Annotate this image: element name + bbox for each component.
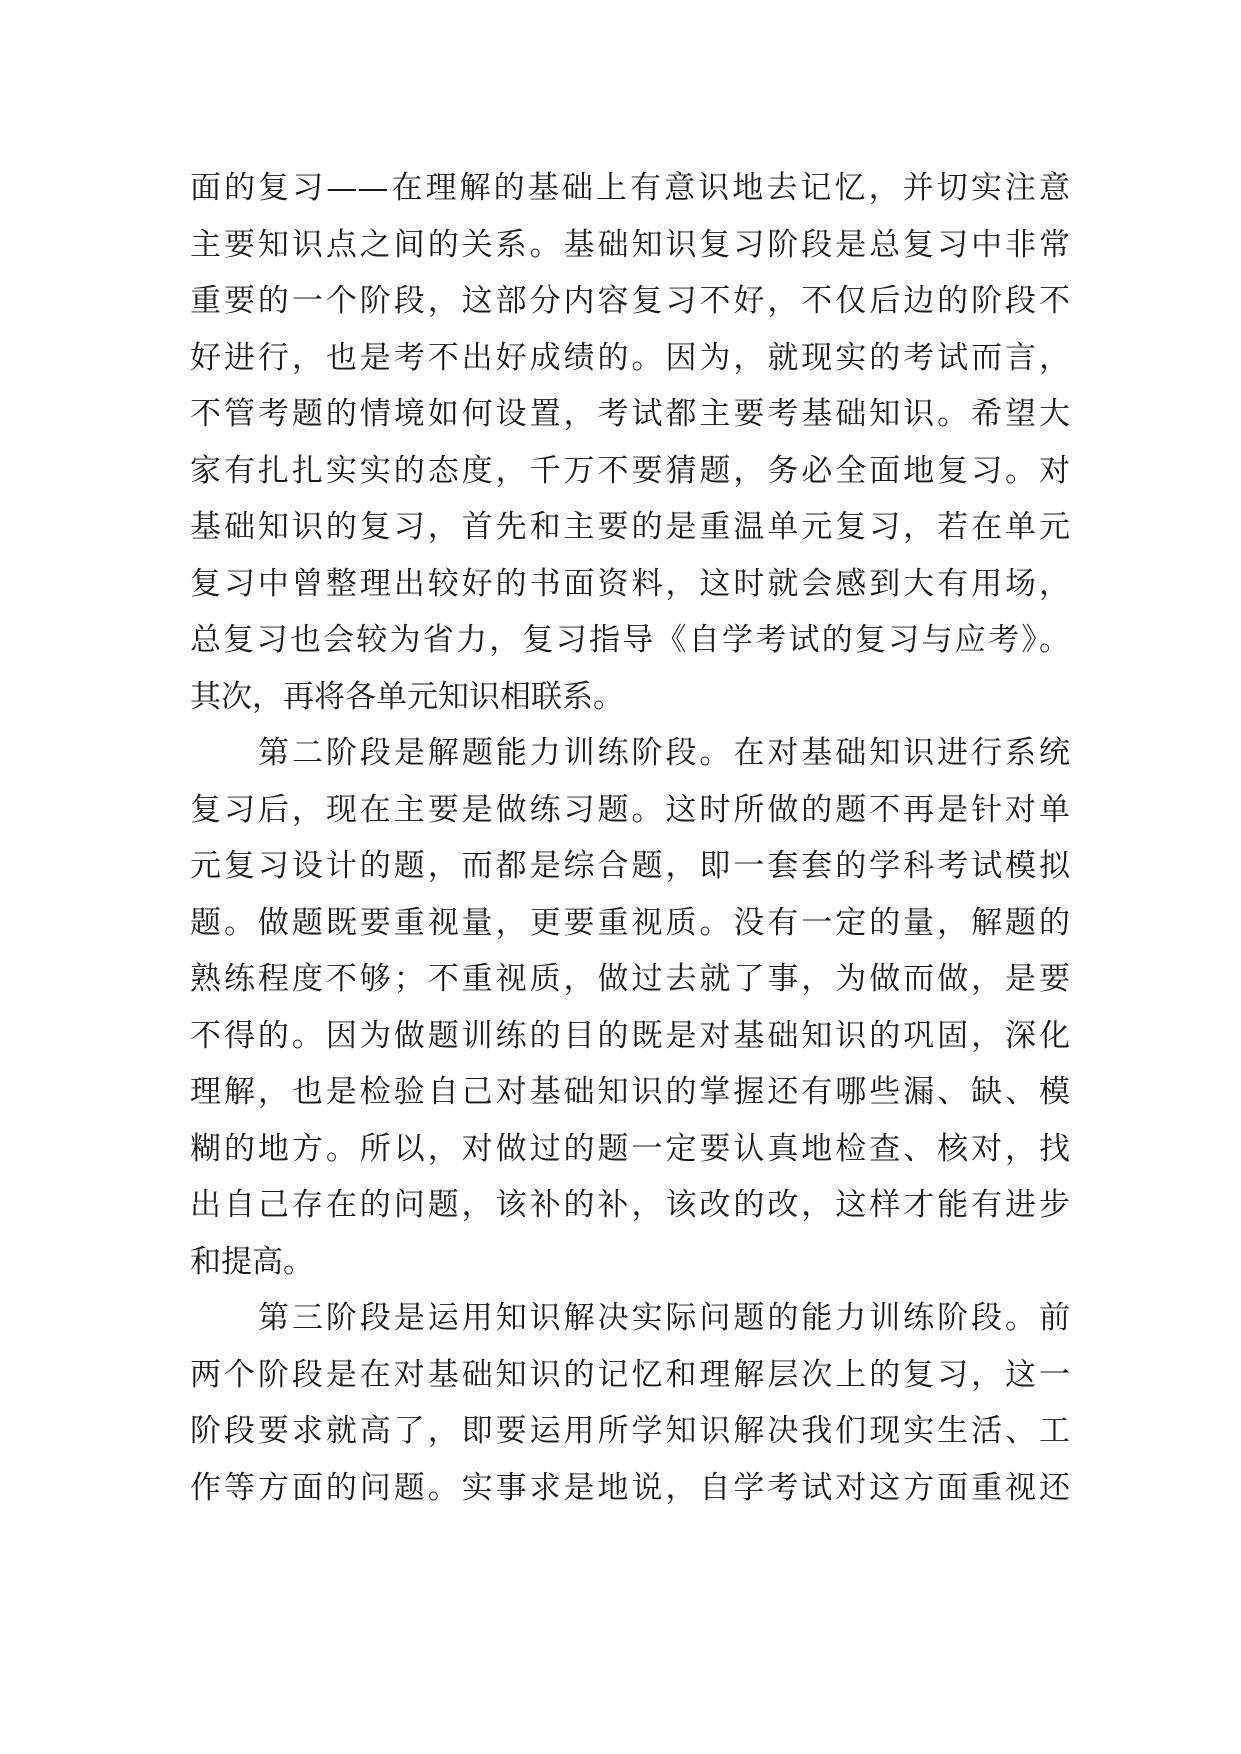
text-line: 基础知识的复习，首先和主要的是重温单元复习，若在单元 <box>190 509 1070 545</box>
text-line: 第三阶段是运用知识解决实际问题的能力训练阶段。前 <box>258 1300 1070 1336</box>
text-line: 阶段要求就高了，即要运用所学知识解决我们现实生活、工 <box>190 1413 1070 1449</box>
paragraph-3 <box>190 1290 1070 1516</box>
text-line: 面的复习——在理解的基础上有意识地去记忆，并切实注意 <box>190 170 1070 206</box>
text-line: 好进行，也是考不出好成绩的。因为，就现实的考试而言， <box>190 339 1070 376</box>
text-line: 重要的一个阶段，这部分内容复习不好，不仅后边的阶段不 <box>190 283 1070 319</box>
text-line: 和提高。 <box>190 1243 314 1280</box>
text-line: 出自己存在的问题，该补的补，该改的改，这样才能有进步 <box>190 1187 1070 1223</box>
text-line: 家有扎扎实实的态度，千万不要猜题，务必全面地复习。对 <box>190 452 1070 489</box>
text-line: 题。做题既要重视量，更要重视质。没有一定的量，解题的 <box>190 904 1070 941</box>
text-line: 作等方面的问题。实事求是地说，自学考试对这方面重视还 <box>190 1469 1070 1506</box>
text-line: 不得的。因为做题训练的目的既是对基础知识的巩固，深化 <box>190 1017 1070 1054</box>
document-body <box>190 160 1070 1516</box>
paragraph-2 <box>190 725 1070 1290</box>
text-line: 元复习设计的题，而都是综合题，即一套套的学科考试模拟 <box>190 848 1070 884</box>
text-line: 理解，也是检验自己对基础知识的掌握还有哪些漏、缺、模 <box>190 1074 1070 1110</box>
text-line: 其次，再将各单元知识相联系。 <box>190 678 624 715</box>
text-line: 糊的地方。所以，对做过的题一定要认真地检查、核对，找 <box>190 1130 1070 1167</box>
text-line: 主要知识点之间的关系。基础知识复习阶段是总复习中非常 <box>190 226 1070 263</box>
text-line: 两个阶段是在对基础知识的记忆和理解层次上的复习，这一 <box>190 1356 1070 1393</box>
text-line: 不管考题的情境如何设置，考试都主要考基础知识。希望大 <box>190 396 1070 432</box>
paragraph-1 <box>190 160 1070 725</box>
text-line: 复习后，现在主要是做练习题。这时所做的题不再是针对单 <box>190 791 1070 828</box>
text-line: 第二阶段是解题能力训练阶段。在对基础知识进行系统 <box>258 735 1070 771</box>
text-line: 熟练程度不够；不重视质，做过去就了事，为做而做，是要 <box>190 961 1070 997</box>
text-line: 复习中曾整理出较好的书面资料，这时就会感到大有用场， <box>190 565 1070 602</box>
text-line: 总复习也会较为省力，复习指导《自学考试的复习与应考》。 <box>190 622 1070 658</box>
